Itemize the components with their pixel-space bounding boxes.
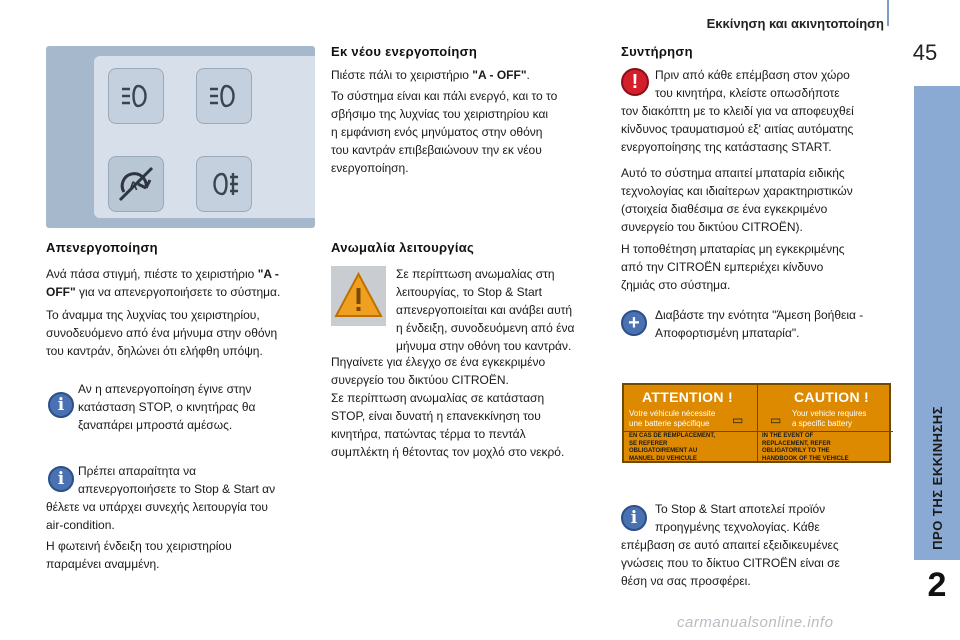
- rear-fog-light-icon: [196, 156, 252, 212]
- deactivation-paragraph-1: Ανά πάσα στιγμή, πιέστε το χειριστήριο "A - OFF" για να απενεργοποιήσετε το σύστημα.: [46, 267, 281, 299]
- info-technology-line2: επέμβαση σε αυτό απαιτεί εξειδικευμένες γνώσεις που το δίκτυο CITROËN είναι σε θέση να σας προσφέρει.: [621, 538, 840, 588]
- malfunction-paragraph-1: Σε περίπτωση ανωμαλίας στη λειτουργίας, το Stop & Start απενεργοποιείται και ανάβει αυτή η ένδειξη, συνοδευόμενη από ένα μήνυμα στην οθόνη του καντράν.: [396, 267, 575, 353]
- label-caution: CAUTION !: [794, 389, 870, 405]
- battery-requirement-paragraph: Αυτό το σύστημα απαιτεί μπαταρία ειδικής τεχνολογίας και ιδιαίτερων χαρακτηριστικών (στοιχεία διαθέσιμα σε ένα εγκεκριμένο συνεργείο του δικτύου CITROËN).: [621, 166, 853, 234]
- fog-light-icon: [108, 68, 164, 124]
- watermark: carmanualsonline.info: [677, 614, 834, 631]
- plus-icon: +: [621, 310, 647, 336]
- see-section-note: Διαβάστε την ενότητα "Άμεση βοήθεια - Αποφορτισμένη μπαταρία".: [655, 308, 864, 340]
- section-title-deactivation: Απενεργοποίηση: [46, 240, 158, 255]
- maintenance-warning-line2: τον διακόπτη με το κλειδί για να αποφευχθεί κίνδυνος τραυματισμού εξ' αιτίας αυτόματης ενεργοποίησης της κατάστασης START.: [621, 104, 854, 154]
- chapter-title: ΠΡΟ ΤΗΣ ΕΚΚΙΝΗΣΗΣ: [929, 406, 945, 550]
- svg-text:A: A: [129, 179, 138, 193]
- page-number: 45: [912, 40, 938, 65]
- section-title-maintenance: Συντήρηση: [621, 44, 693, 59]
- label-attention: ATTENTION !: [642, 389, 733, 405]
- reactivation-paragraph-1: Πιέστε πάλι το χειριστήριο "A - OFF".: [331, 68, 530, 82]
- info-note-stop-state: Αν η απενεργοποίηση έγινε στην κατάσταση STOP, ο κινητήρας θα ξαναπάρει μπροστά αμέσως.: [78, 382, 256, 432]
- label-fr-small: EN CAS DE REMPLACEMENT, SE REFERER OBLIGATOIREMENT AU MANUEL DU VEHICULE: [629, 433, 716, 462]
- info-technology-line1: Το Stop & Start αποτελεί προϊόν προηγμένης τεχνολογίας. Κάθε: [655, 502, 826, 534]
- battery-icon: ▭: [732, 413, 744, 427]
- header-divider: [887, 0, 889, 26]
- label-fr-subtitle: Votre véhicule nécessite une batterie spécifique: [629, 409, 716, 428]
- info-icon: i: [621, 505, 647, 531]
- label-divider: [757, 385, 758, 463]
- section-title-malfunction: Ανωμαλία λειτουργίας: [331, 240, 475, 255]
- indicator-stays-on-paragraph: Η φωτεινή ένδειξη του χειριστηρίου παραμένει αναμμένη.: [46, 539, 232, 571]
- front-fog-light-icon: [196, 68, 252, 124]
- auto-stop-off-icon: [108, 156, 164, 212]
- header-title: Εκκίνηση και ακινητοποίηση: [706, 16, 884, 31]
- malfunction-paragraph-3: Σε περίπτωση ανωμαλίας σε κατάσταση STOP, είναι δυνατή η επανεκκίνηση του κινητήρα, πατώντας τέρμα το πεντάλ συμπλέκτη ή θέτοντας τον μοχλό στο νεκρό.: [331, 391, 565, 459]
- chapter-side-tab: [914, 86, 960, 560]
- chapter-number: 2: [927, 566, 947, 604]
- handbook-icon: ▭: [770, 413, 782, 427]
- info-icon: i: [48, 392, 74, 418]
- exclamation-icon: !: [621, 68, 649, 96]
- malfunction-paragraph-2: Πηγαίνετε για έλεγχο σε ένα εγκεκριμένο συνεργείο του δικτύου CITROËN.: [331, 355, 546, 387]
- section-title-reactivation: Εκ νέου ενεργοποίηση: [331, 44, 478, 59]
- control-panel-photo: [46, 46, 315, 228]
- battery-warning-label: [622, 383, 891, 463]
- reactivation-paragraph-2: Το σύστημα είναι και πάλι ενεργό, και το το σβήσιμο της λυχνίας του χειριστηρίου και η εμφάνιση ενός μηνύματος στην οθόνη του καντράν επιβεβαιώνουν την εκ νέου ενεργοποίηση.: [331, 89, 558, 175]
- info-icon: i: [48, 466, 74, 492]
- info-note-aircon-line2: θέλετε να υπάρχει συνεχής λειτουργία του air-condition.: [46, 500, 268, 532]
- warning-triangle-icon: [331, 266, 386, 326]
- label-en-small: IN THE EVENT OF REPLACEMENT, REFER OBLIGATORILY TO THE HANDBOOK OF THE VEHICLE: [762, 433, 849, 462]
- battery-risk-paragraph: Η τοποθέτηση μπαταρίας μη εγκεκριμένης από την CITROËN εμπεριέχει κίνδυνο ζημιάς στο σύστημα.: [621, 242, 845, 292]
- label-rule: [624, 431, 893, 432]
- info-note-aircon-line1: Πρέπει απαραίτητα να απενεργοποιήσετε το Stop & Start αν: [78, 464, 276, 496]
- maintenance-warning-line1: Πριν από κάθε επέμβαση στον χώρο του κινητήρα, κλείστε οπωσδήποτε: [655, 68, 850, 100]
- label-en-subtitle: Your vehicle requires a specific battery: [792, 409, 867, 428]
- deactivation-paragraph-2: Το άναμμα της λυχνίας του χειριστηρίου, συνοδευόμενο από ένα μήνυμα στην οθόνη του καντράν, δηλώνει ότι ελήφθη υπόψη.: [46, 308, 278, 358]
